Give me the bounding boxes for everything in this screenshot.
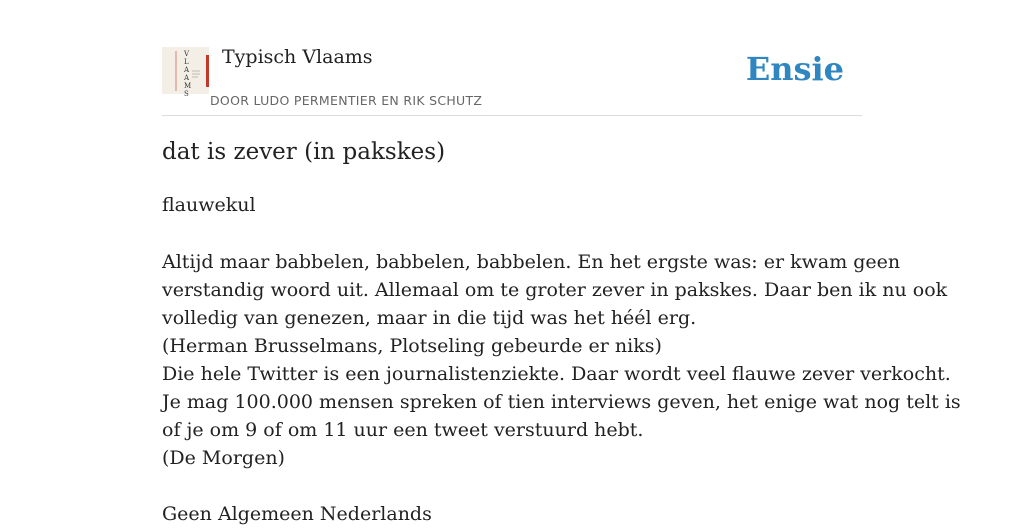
blank-line bbox=[162, 472, 882, 500]
book-header bbox=[162, 0, 862, 116]
entry-definition: flauwekul bbox=[162, 194, 256, 216]
logo-letter: A bbox=[184, 66, 190, 74]
logo-letter: L bbox=[184, 58, 189, 66]
book-authors: DOOR LUDO PERMENTIER EN RIK SCHUTZ bbox=[210, 93, 483, 108]
logo-letter: A bbox=[184, 74, 190, 82]
body-line: verstandig woord uit. Allemaal om te groter zever in pakskes. Daar ben ik nu ook bbox=[162, 279, 948, 301]
logo-letter: M bbox=[184, 82, 192, 90]
usage-label: Geen Algemeen Nederlands bbox=[162, 503, 432, 525]
citation-line: (Herman Brusselmans, Plotseling gebeurde er niks) bbox=[162, 335, 662, 357]
book-title[interactable]: Typisch Vlaams bbox=[222, 46, 373, 68]
entry-body bbox=[162, 248, 961, 528]
body-line: Die hele Twitter is een journalistenziekte. Daar wordt veel flauwe zever verkocht. bbox=[162, 363, 951, 385]
body-line: of je om 9 of om 11 uur een tweet verstuurd hebt. bbox=[162, 419, 644, 441]
logo-letter: V bbox=[184, 50, 190, 58]
body-line: volledig van genezen, maar in die tijd was het héél erg. bbox=[162, 307, 697, 329]
body-line: Je mag 100.000 mensen spreken of tien interviews geven, het enige wat nog telt is bbox=[162, 391, 961, 413]
page-container bbox=[162, 0, 961, 525]
citation-line: (De Morgen) bbox=[162, 447, 285, 469]
book-cover-icon bbox=[162, 47, 209, 98]
entry-title: dat is zever (in pakskes) bbox=[162, 139, 446, 165]
body-line: Altijd maar babbelen, babbelen, babbelen. En het ergste was: er kwam geen bbox=[162, 251, 901, 273]
ensie-logo-link[interactable]: Ensie bbox=[745, 50, 844, 88]
logo-letter: S bbox=[184, 90, 189, 98]
book-logo[interactable] bbox=[162, 47, 209, 98]
